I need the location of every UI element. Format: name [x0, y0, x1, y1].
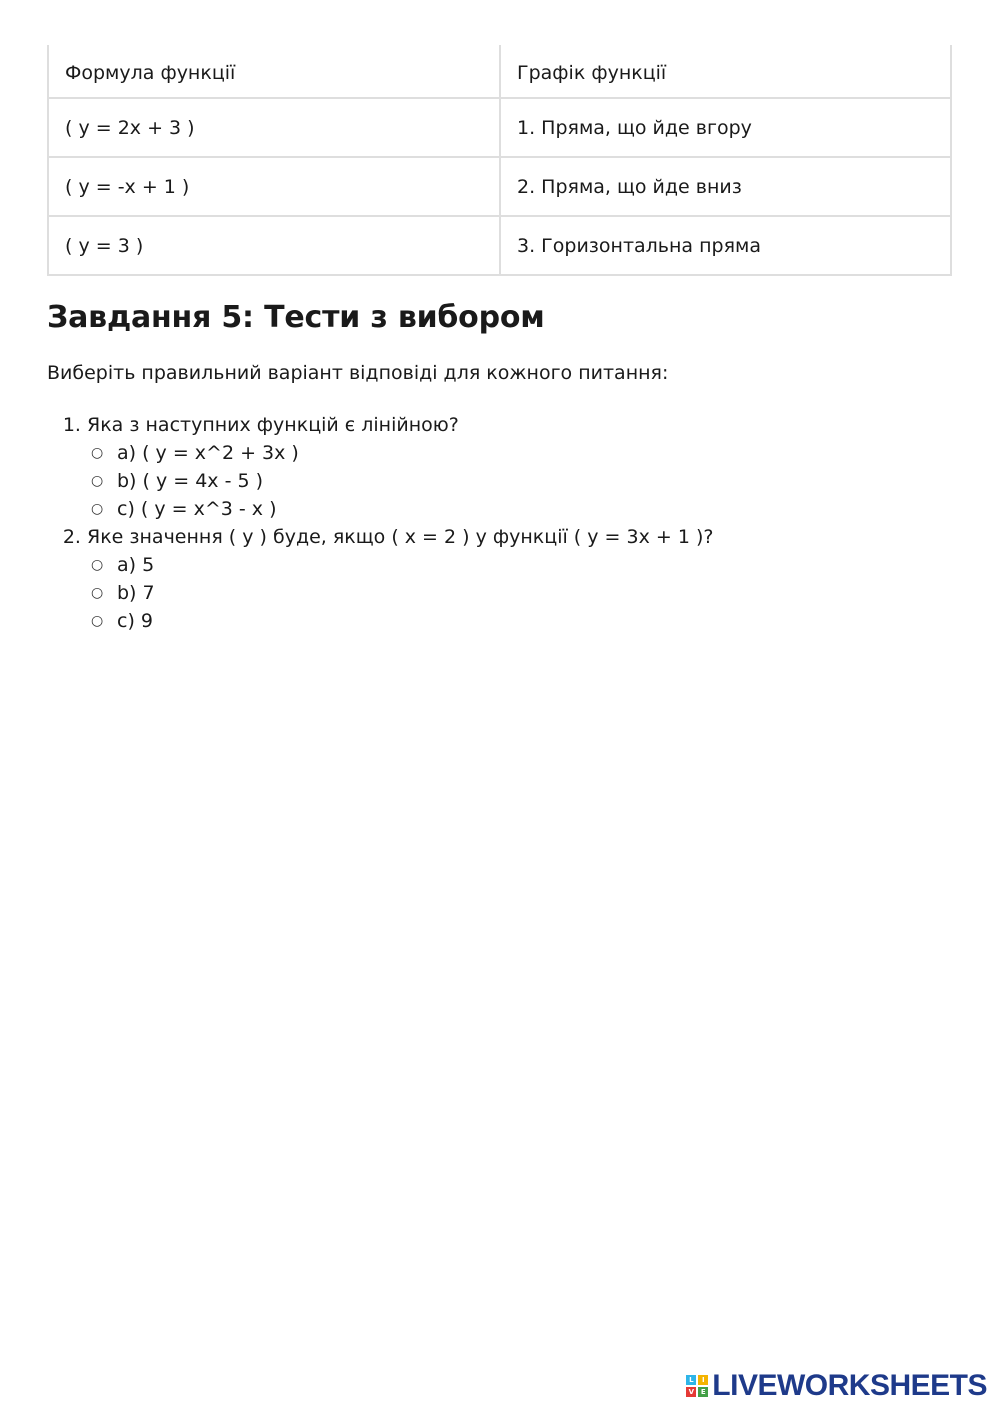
circle-bullet-icon: ○: [91, 613, 104, 629]
logo-mark-letter: V: [686, 1387, 696, 1397]
question-item: [87, 411, 952, 523]
table-header-graph: Графік функції: [500, 45, 951, 98]
option-item[interactable]: [91, 439, 952, 467]
table-row: [48, 98, 951, 157]
table-cell-formula: ( y = 2x + 3 ): [48, 98, 500, 157]
logo-mark-letter: E: [698, 1387, 708, 1397]
option-item[interactable]: [91, 467, 952, 495]
circle-bullet-icon: ○: [91, 557, 104, 573]
options-list: [87, 439, 952, 523]
option-label: a) 5: [117, 554, 155, 576]
logo-mark-icon: [686, 1375, 708, 1397]
circle-bullet-icon: ○: [91, 585, 104, 601]
logo-mark-letter: I: [698, 1375, 708, 1385]
option-item[interactable]: [91, 495, 952, 523]
table-cell-formula: ( y = 3 ): [48, 216, 500, 275]
questions-list: [47, 411, 952, 635]
table-row: [48, 216, 951, 275]
table-cell-graph: 3. Горизонтальна пряма: [500, 216, 951, 275]
liveworksheets-logo[interactable]: [686, 1369, 987, 1403]
table-cell-formula: ( y = -x + 1 ): [48, 157, 500, 216]
function-match-table: [47, 45, 952, 276]
worksheet-page: [47, 45, 952, 635]
instructions-text: Виберіть правильний варіант відповіді для кожного питання:: [47, 362, 669, 384]
question-text: Яка з наступних функцій є лінійною?: [87, 414, 459, 436]
table-cell-graph: 2. Пряма, що йде вниз: [500, 157, 951, 216]
table-row: [48, 157, 951, 216]
circle-bullet-icon: ○: [91, 501, 104, 517]
option-label: b) 7: [117, 582, 155, 604]
options-list: [87, 551, 952, 635]
option-label: c) 9: [117, 610, 153, 632]
option-label: c) ( y = x^3 - x ): [117, 498, 277, 520]
question-item: [87, 523, 952, 635]
section-title: Завдання 5: Тести з вибором: [47, 300, 545, 335]
table-cell-graph: 1. Пряма, що йде вгору: [500, 98, 951, 157]
option-item[interactable]: [91, 551, 952, 579]
option-item[interactable]: [91, 579, 952, 607]
option-item[interactable]: [91, 607, 952, 635]
table-header-formula: Формула функції: [48, 45, 500, 98]
question-text: Яке значення ( y ) буде, якщо ( x = 2 ) у функції ( y = 3x + 1 )?: [87, 526, 714, 548]
table-header-row: [48, 45, 951, 98]
logo-mark-letter: L: [686, 1375, 696, 1385]
option-label: a) ( y = x^2 + 3x ): [117, 442, 299, 464]
logo-text: LIVEWORKSHEETS: [712, 1369, 987, 1402]
circle-bullet-icon: ○: [91, 445, 104, 461]
circle-bullet-icon: ○: [91, 473, 104, 489]
option-label: b) ( y = 4x - 5 ): [117, 470, 264, 492]
